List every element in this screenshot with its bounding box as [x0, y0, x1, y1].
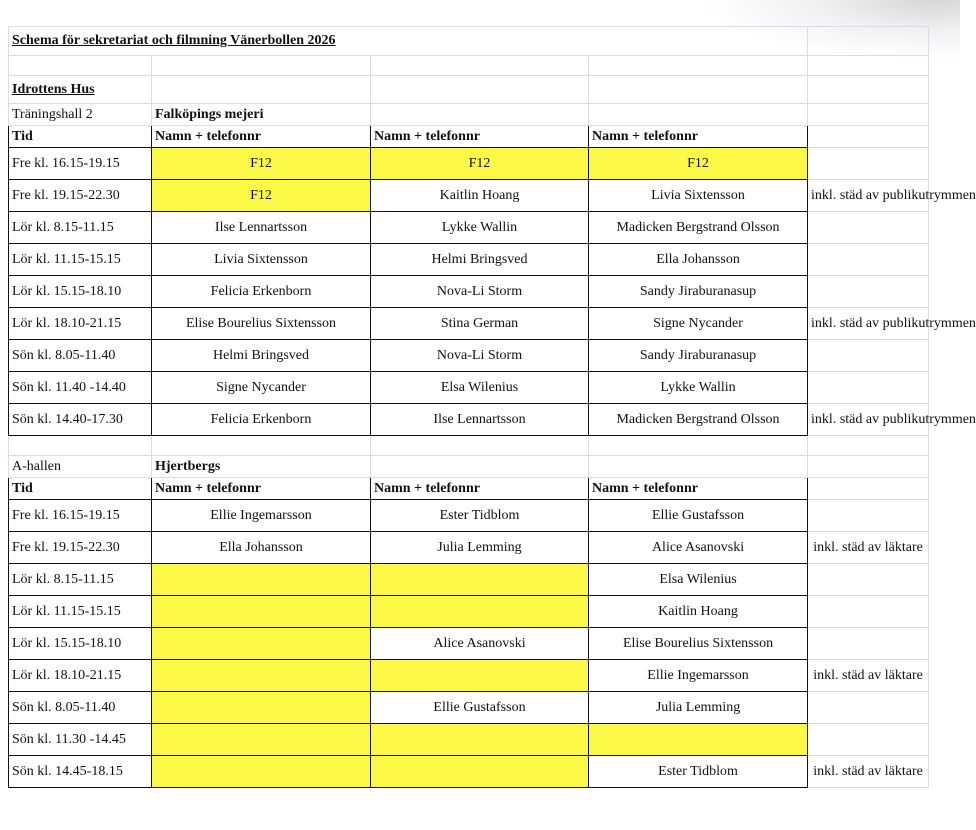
name-cell	[152, 564, 371, 596]
time-cell: Lör kl. 15.15-18.10	[9, 628, 152, 660]
note-cell	[808, 212, 929, 244]
name-cell: Kaitlin Hoang	[589, 596, 808, 628]
name-cell: Ester Tidblom	[371, 500, 589, 532]
note-cell	[808, 692, 929, 724]
time-cell: Fre kl. 16.15-19.15	[9, 148, 152, 180]
name-cell	[152, 724, 371, 756]
empty-cell	[808, 478, 929, 500]
table-row	[9, 756, 929, 788]
name-cell	[589, 724, 808, 756]
name-cell: Elise Bourelius Sixtensson	[589, 628, 808, 660]
header-name-1: Namn + telefonnr	[152, 478, 371, 500]
club-name: Falköpings mejeri	[152, 104, 371, 126]
table-row	[9, 692, 929, 724]
time-cell: Sön kl. 8.05-11.40	[9, 340, 152, 372]
hall-name: A-hallen	[9, 456, 152, 478]
name-cell: Stina German	[371, 308, 589, 340]
name-cell	[371, 564, 589, 596]
name-cell: Ellie Ingemarsson	[589, 660, 808, 692]
time-cell: Sön kl. 11.30 -14.45	[9, 724, 152, 756]
name-cell: Ella Johansson	[589, 244, 808, 276]
note-cell	[808, 500, 929, 532]
name-cell: Nova-Li Storm	[371, 340, 589, 372]
note-cell: inkl. städ av publikutrymmen	[808, 180, 929, 212]
time-cell: Fre kl. 16.15-19.15	[9, 500, 152, 532]
empty-cell	[808, 126, 929, 148]
name-cell: Ella Johansson	[152, 532, 371, 564]
note-cell: inkl. städ av läktare	[808, 660, 929, 692]
table-row	[9, 596, 929, 628]
table-row	[9, 404, 929, 436]
table-row	[9, 724, 929, 756]
time-cell: Sön kl. 14.45-18.15	[9, 756, 152, 788]
time-cell: Lör kl. 18.10-21.15	[9, 308, 152, 340]
note-cell	[808, 148, 929, 180]
page-title: Schema för sekretariat och filmning Vänerbollen 2026	[9, 27, 808, 56]
spacer-row	[9, 56, 929, 76]
name-cell: Ester Tidblom	[589, 756, 808, 788]
note-cell	[808, 564, 929, 596]
name-cell: Livia Sixtensson	[152, 244, 371, 276]
header-name-2: Namn + telefonnr	[371, 478, 589, 500]
name-cell	[152, 756, 371, 788]
note-cell: inkl. städ av läktare	[808, 756, 929, 788]
name-cell	[371, 756, 589, 788]
note-cell: inkl. städ av publikutrymmen	[808, 404, 929, 436]
header-name-1: Namn + telefonnr	[152, 126, 371, 148]
name-cell: Helmi Bringsved	[152, 340, 371, 372]
name-cell: Julia Lemming	[371, 532, 589, 564]
time-cell: Lör kl. 8.15-11.15	[9, 564, 152, 596]
note-cell	[808, 244, 929, 276]
note-cell	[808, 628, 929, 660]
name-cell: Ilse Lennartsson	[152, 212, 371, 244]
venue-title: Idrottens Hus	[9, 76, 152, 104]
table-row	[9, 500, 929, 532]
name-cell	[152, 692, 371, 724]
empty-cell	[808, 27, 929, 56]
name-cell: Alice Asanovski	[589, 532, 808, 564]
name-cell: Kaitlin Hoang	[371, 180, 589, 212]
name-cell	[371, 596, 589, 628]
name-cell: Livia Sixtensson	[589, 180, 808, 212]
name-cell: F12	[152, 148, 371, 180]
name-cell	[152, 596, 371, 628]
name-cell: Sandy Jiraburanasup	[589, 276, 808, 308]
note-cell	[808, 372, 929, 404]
time-cell: Fre kl. 19.15-22.30	[9, 532, 152, 564]
club-name: Hjertbergs	[152, 456, 371, 478]
header-name-3: Namn + telefonnr	[589, 126, 808, 148]
column-header-row	[9, 126, 929, 148]
name-cell: Helmi Bringsved	[371, 244, 589, 276]
name-cell: Alice Asanovski	[371, 628, 589, 660]
section-header-row	[9, 104, 929, 126]
name-cell: Felicia Erkenborn	[152, 404, 371, 436]
table-row	[9, 564, 929, 596]
name-cell: Elsa Wilenius	[589, 564, 808, 596]
column-header-row	[9, 478, 929, 500]
table-row	[9, 660, 929, 692]
name-cell	[152, 660, 371, 692]
name-cell: F12	[371, 148, 589, 180]
time-cell: Sön kl. 11.40 -14.40	[9, 372, 152, 404]
table-row	[9, 148, 929, 180]
note-cell	[808, 340, 929, 372]
title-row	[9, 27, 929, 56]
note-cell	[808, 724, 929, 756]
name-cell: Lykke Wallin	[371, 212, 589, 244]
name-cell: Elsa Wilenius	[371, 372, 589, 404]
name-cell: Madicken Bergstrand Olsson	[589, 404, 808, 436]
header-tid: Tid	[9, 126, 152, 148]
time-cell: Lör kl. 15.15-18.10	[9, 276, 152, 308]
note-cell: inkl. städ av läktare	[808, 532, 929, 564]
table-row	[9, 628, 929, 660]
name-cell: Madicken Bergstrand Olsson	[589, 212, 808, 244]
name-cell: Ellie Gustafsson	[589, 500, 808, 532]
spacer-row	[9, 436, 929, 456]
name-cell	[152, 628, 371, 660]
table-row	[9, 340, 929, 372]
table-row	[9, 212, 929, 244]
venue-row	[9, 76, 929, 104]
name-cell: Signe Nycander	[152, 372, 371, 404]
name-cell	[371, 660, 589, 692]
name-cell: Signe Nycander	[589, 308, 808, 340]
note-cell	[808, 276, 929, 308]
time-cell: Lör kl. 11.15-15.15	[9, 596, 152, 628]
name-cell: Lykke Wallin	[589, 372, 808, 404]
note-cell	[808, 596, 929, 628]
hall-name: Träningshall 2	[9, 104, 152, 126]
table-row	[9, 276, 929, 308]
header-tid: Tid	[9, 478, 152, 500]
table-row	[9, 308, 929, 340]
name-cell: Nova-Li Storm	[371, 276, 589, 308]
name-cell: Ilse Lennartsson	[371, 404, 589, 436]
header-name-2: Namn + telefonnr	[371, 126, 589, 148]
table-row	[9, 180, 929, 212]
table-row	[9, 532, 929, 564]
name-cell: F12	[152, 180, 371, 212]
time-cell: Lör kl. 18.10-21.15	[9, 660, 152, 692]
section-header-row	[9, 456, 929, 478]
time-cell: Lör kl. 11.15-15.15	[9, 244, 152, 276]
header-name-3: Namn + telefonnr	[589, 478, 808, 500]
time-cell: Fre kl. 19.15-22.30	[9, 180, 152, 212]
time-cell: Sön kl. 8.05-11.40	[9, 692, 152, 724]
time-cell: Lör kl. 8.15-11.15	[9, 212, 152, 244]
schedule-sheet	[8, 26, 976, 788]
time-cell: Sön kl. 14.40-17.30	[9, 404, 152, 436]
name-cell: Ellie Gustafsson	[371, 692, 589, 724]
name-cell	[371, 724, 589, 756]
table-row	[9, 244, 929, 276]
name-cell: Elise Bourelius Sixtensson	[152, 308, 371, 340]
name-cell: Julia Lemming	[589, 692, 808, 724]
note-cell: inkl. städ av publikutrymmen	[808, 308, 929, 340]
table-row	[9, 372, 929, 404]
name-cell: F12	[589, 148, 808, 180]
name-cell: Sandy Jiraburanasup	[589, 340, 808, 372]
name-cell: Felicia Erkenborn	[152, 276, 371, 308]
name-cell: Ellie Ingemarsson	[152, 500, 371, 532]
